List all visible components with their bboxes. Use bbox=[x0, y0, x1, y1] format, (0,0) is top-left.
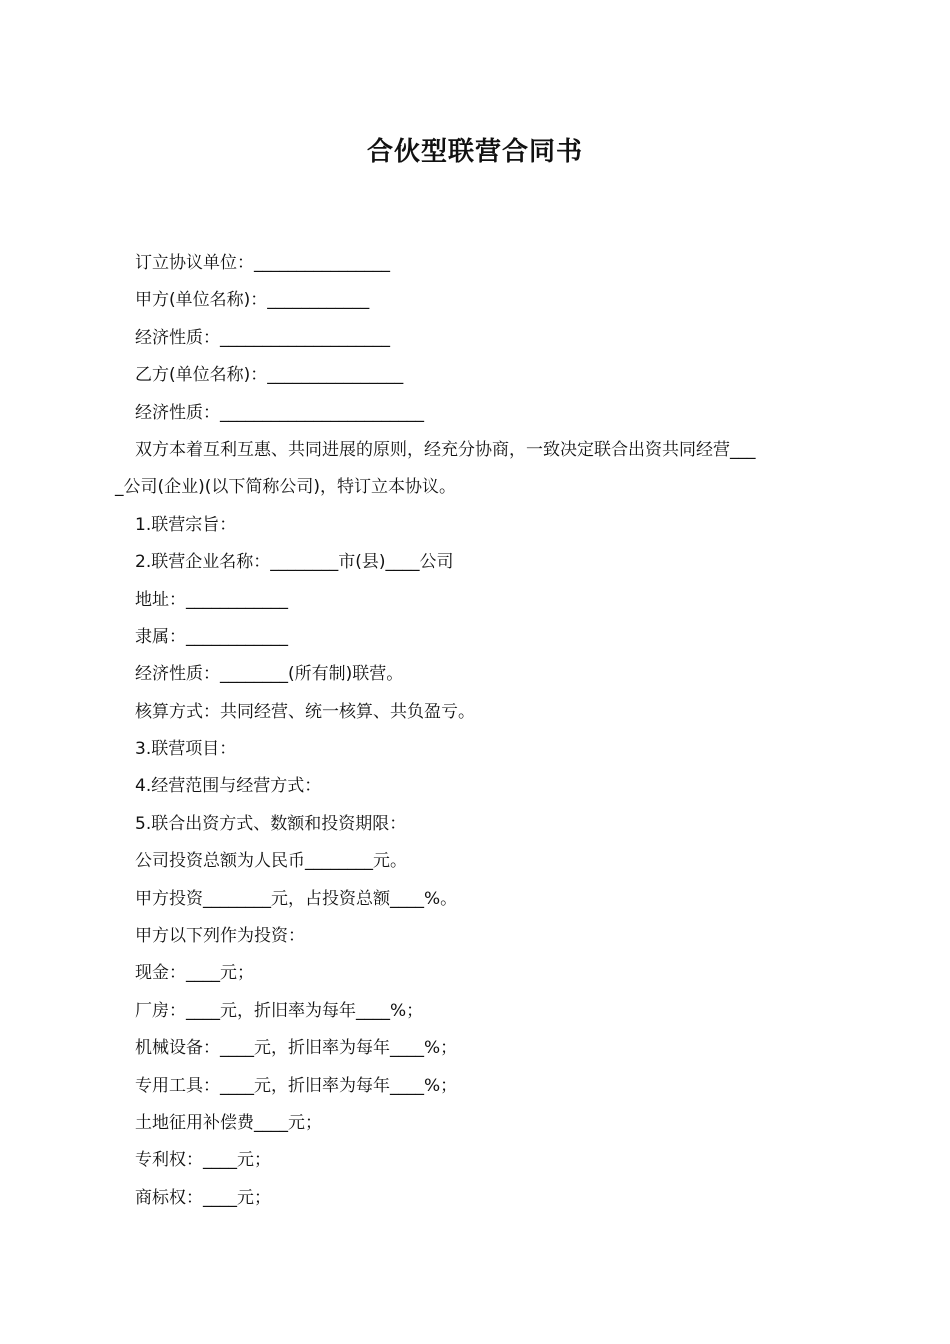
list-item-tools: 专用工具：____元，折旧率为每年____%； bbox=[135, 1075, 458, 1096]
paragraph-party-a-items: 甲方以下列作为投资： bbox=[135, 926, 305, 947]
list-item-cash: 现金：____元； bbox=[135, 963, 254, 984]
section-enterprise-name: 2.联营企业名称：________市(县)____公司 bbox=[135, 552, 454, 573]
section-investment: 5.联合出资方式、数额和投资期限： bbox=[135, 813, 407, 834]
paragraph-intro-line-1: 双方本着互利互惠、共同进展的原则，经充分协商，一致决定联合出资共同经营___ bbox=[135, 439, 756, 460]
list-item-machinery: 机械设备：____元，折旧率为每年____%； bbox=[135, 1038, 458, 1059]
list-item-trademark: 商标权：____元； bbox=[135, 1187, 271, 1208]
section-business-scope: 4.经营范围与经营方式： bbox=[135, 776, 322, 797]
paragraph-party-a-name: 甲方(单位名称)：____________ bbox=[135, 290, 370, 311]
paragraph-intro-line-2: _公司(企业)(以下简称公司)，特订立本协议。 bbox=[115, 477, 457, 498]
list-item-patent: 专利权：____元； bbox=[135, 1150, 271, 1171]
paragraph-party-b-name: 乙方(单位名称)：________________ bbox=[135, 365, 404, 386]
paragraph-party-b-nature: 经济性质：________________________ bbox=[135, 402, 424, 423]
paragraph-total-investment: 公司投资总额为人民币________元。 bbox=[135, 851, 407, 872]
list-item-factory: 厂房：____元，折旧率为每年____%； bbox=[135, 1000, 424, 1021]
paragraph-address: 地址：____________ bbox=[135, 589, 288, 610]
paragraph-signing-units: 订立协议单位：________________ bbox=[135, 253, 390, 273]
paragraph-party-a-nature: 经济性质：____________________ bbox=[135, 327, 390, 348]
section-purpose: 1.联营宗旨： bbox=[135, 514, 237, 535]
paragraph-ownership: 经济性质：________(所有制)联营。 bbox=[135, 664, 404, 685]
document-title: 合伙型联营合同书 bbox=[366, 137, 583, 167]
document-body bbox=[115, 245, 840, 1217]
section-projects: 3.联营项目： bbox=[135, 739, 237, 760]
paragraph-affiliation: 隶属：____________ bbox=[135, 626, 288, 647]
list-item-land-compensation: 土地征用补偿费____元； bbox=[135, 1112, 322, 1133]
paragraph-accounting: 核算方式：共同经营、统一核算、共负盈亏。 bbox=[135, 701, 475, 722]
paragraph-party-a-investment: 甲方投资________元，占投资总额____%。 bbox=[135, 888, 458, 909]
